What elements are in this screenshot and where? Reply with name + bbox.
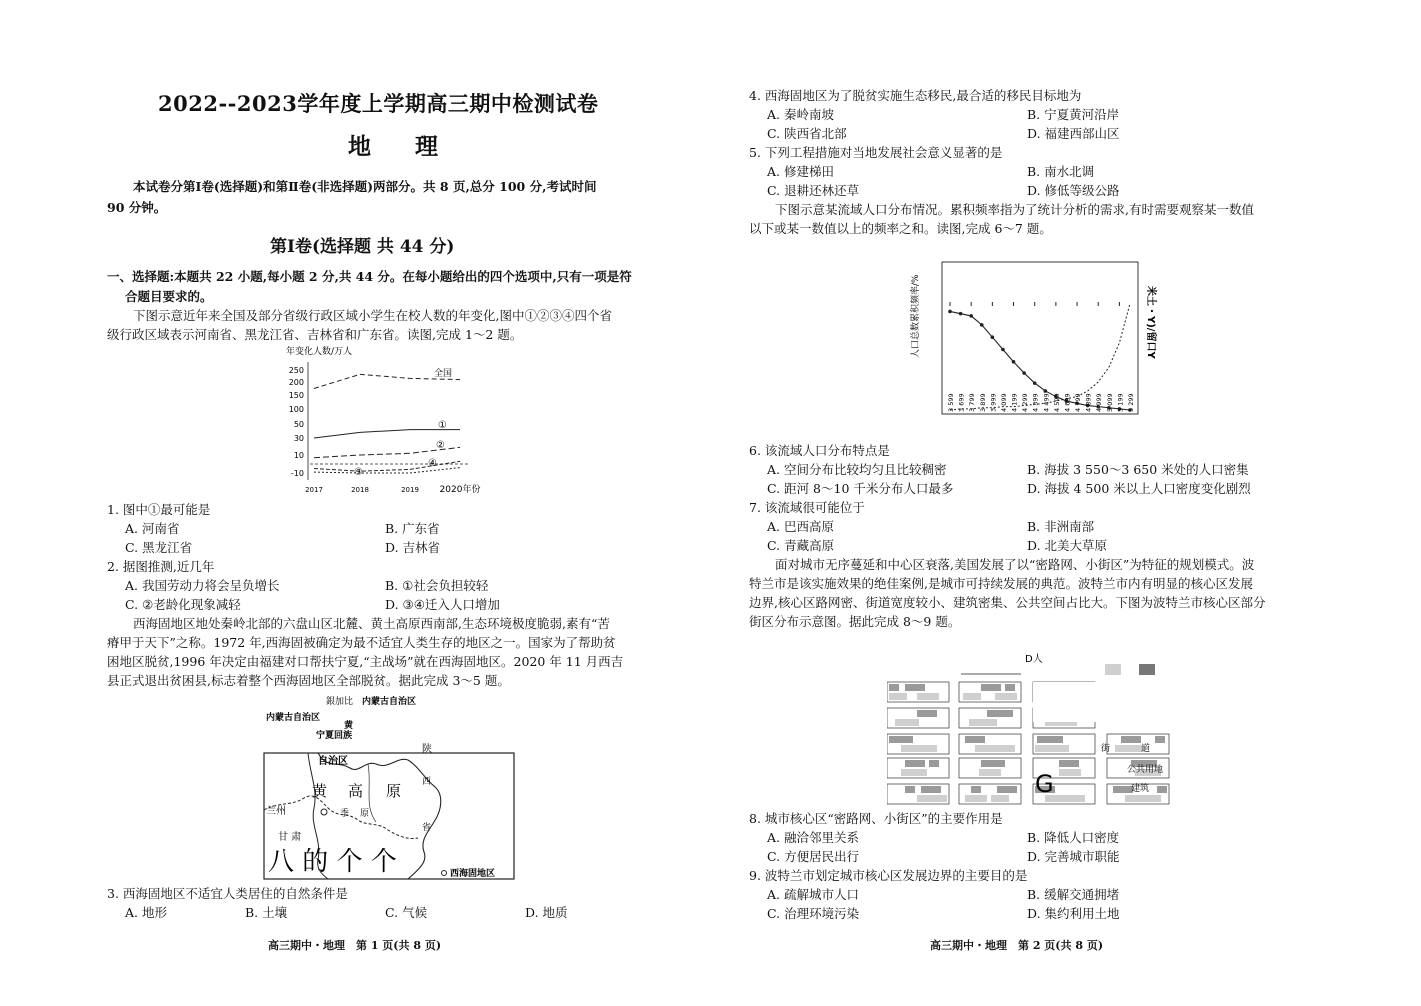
- q6-stem: 6. 该流域人口分布特点是: [749, 443, 890, 458]
- section-title: 第Ⅰ卷(选择题 共 44 分): [270, 237, 455, 257]
- chart1-series-label: ③: [354, 467, 363, 478]
- q5-stem: 5. 下列工程措施对当地发展社会意义显著的是: [749, 145, 1003, 160]
- chart2-point: [1043, 389, 1047, 393]
- city-block: [887, 734, 949, 754]
- q5-option-b[interactable]: B. 南水北调: [1027, 164, 1095, 179]
- passage1-line1: 下图示意近年来全国及部分省级行政区域小学生在校人数的年变化,图中①②③④四个省: [133, 308, 612, 323]
- q1-option-c[interactable]: C. 黑龙江省: [125, 540, 193, 555]
- passage2-line1: 西海固地区地处秦岭北部的六盘山区北麓、黄土高原西南部,生态环境极度脆弱,素有“苦: [133, 616, 610, 631]
- q9-option-c[interactable]: C. 治理环境污染: [767, 906, 860, 921]
- q9-option-d[interactable]: D. 集约利用土地: [1027, 906, 1120, 921]
- chart2-xtick: 4 499: [1042, 393, 1051, 412]
- city-block: [959, 682, 1021, 702]
- chart2-y2label: 米土・Y)/留口Y: [1145, 286, 1156, 359]
- q8-option-c[interactable]: C. 方便居民出行: [767, 849, 860, 864]
- q2-stem: 2. 据图推测,近几年: [107, 559, 215, 574]
- block-label-street: 街: [1101, 744, 1111, 754]
- chart2-xtick: 5 099: [1105, 393, 1114, 412]
- chart2-xtick: 3 899: [978, 393, 987, 412]
- passage4-line4: 街区分布示意图。据此完成 8～9 题。: [749, 614, 961, 629]
- map-label-neimenggu-2: 内蒙古自治区: [266, 713, 321, 723]
- xihaigu-map: [258, 690, 520, 882]
- chart1-axes: [289, 362, 481, 494]
- map-label-neimenggu-1: 内蒙古自治区: [362, 697, 417, 707]
- map-label-shaan: 陕: [422, 744, 432, 755]
- chart1-xtick: 2018: [351, 486, 369, 494]
- chart2-xtick: 4 699: [1063, 393, 1072, 412]
- q6-option-a[interactable]: A. 空间分布比较均匀且比较稠密: [767, 462, 947, 477]
- blank-block-overlay: [1033, 682, 1123, 722]
- map-label-lanzhou: 兰州: [266, 806, 286, 817]
- city-block: [959, 708, 1021, 728]
- q4-option-b[interactable]: B. 宁夏黄河沿岸: [1027, 107, 1120, 122]
- map-label-huang: 黄: [344, 721, 354, 731]
- chart1-ytick: -10: [290, 469, 304, 478]
- passage4-line1: 面对城市无序蔓延和中心区衰落,美国发展了以“密路网、小街区”为特征的规划模式。波: [775, 557, 1255, 572]
- q1-stem: 1. 图中①最可能是: [107, 502, 211, 517]
- q1-option-a[interactable]: A. 河南省: [125, 521, 180, 536]
- chart2-xtick: 5 299: [1127, 393, 1135, 412]
- block-label-g: G: [1035, 770, 1054, 798]
- chart1-ytick: 150: [288, 391, 304, 400]
- q2-option-d[interactable]: D. ③④迁入人口增加: [385, 597, 500, 612]
- chart2-point: [1012, 360, 1016, 364]
- map-city-marker: [321, 809, 327, 815]
- map-overlay-text: 八 的 个 个: [268, 847, 397, 877]
- q3-option-d[interactable]: D. 地质: [525, 905, 568, 920]
- chart1-xtick: 2019: [401, 486, 419, 494]
- city-block: [1033, 734, 1095, 754]
- passage3-line2: 以下或某一数值以上的频率之和。读图,完成 6～7 题。: [749, 221, 1052, 236]
- chart1-labels: [354, 367, 452, 478]
- q4-option-c[interactable]: C. 陕西省北部: [767, 126, 847, 141]
- passage4-line3: 边界,核心区路网密、街道宽度较小、建筑密集、公共空间占比大。下图为波特兰市核心区部分: [749, 595, 1266, 610]
- chart2-xtick: 4 999: [1095, 393, 1104, 412]
- q6-option-d[interactable]: D. 海拔 4 500 米以上人口密度变化剧烈: [1027, 481, 1251, 496]
- map-legend-xihaigu: 西海固地区: [450, 869, 496, 879]
- intro-line1: 本试卷分第Ⅰ卷(选择题)和第Ⅱ卷(非选择题)两部分。共 8 页,总分 100 分,考试时间: [133, 179, 597, 194]
- chart2-point: [969, 314, 973, 318]
- map-label-gao: 高: [348, 782, 364, 800]
- chart2-xtick: 5 199: [1116, 393, 1125, 412]
- map-label-ningxia: 宁夏回族: [316, 731, 353, 741]
- passage1-line2: 级行政区域表示河南省、黑龙江省、吉林省和广东省。读图,完成 1～2 题。: [107, 327, 523, 342]
- q7-option-b[interactable]: B. 非洲南部: [1027, 519, 1095, 534]
- q5-option-a[interactable]: A. 修建梯田: [767, 164, 834, 179]
- chart2-xticks: [947, 393, 1135, 412]
- chart1-ytick: 30: [293, 434, 304, 443]
- chart2-xtick: 3 999: [989, 393, 998, 412]
- q8-option-d[interactable]: D. 完善城市职能: [1027, 849, 1120, 864]
- q7-option-a[interactable]: A. 巴西高原: [767, 519, 834, 534]
- population-frequency-chart: [906, 246, 1181, 432]
- instruction-line2: 合题目要求的。: [125, 289, 213, 304]
- chart1-ytick: 200: [288, 378, 304, 387]
- chart1-ytick: 10: [293, 451, 304, 460]
- chart2-xtick: 3 799: [968, 393, 977, 412]
- q2-option-a[interactable]: A. 我国劳动力将会呈负增长: [125, 578, 280, 593]
- q7-option-c[interactable]: C. 青藏高原: [767, 538, 835, 553]
- block-map-top-label: D人: [1025, 654, 1043, 665]
- chart1-ytick: 50: [293, 420, 304, 429]
- chart2-axes: [942, 262, 1138, 414]
- legend-swatch-public: [1105, 664, 1121, 675]
- city-block: [887, 758, 949, 778]
- chart1-xtick: 2017: [305, 486, 323, 494]
- block-label-dao: 道: [1141, 744, 1151, 754]
- chart2-point: [980, 323, 984, 327]
- chart2-xtick: 4 199: [1010, 393, 1019, 412]
- passage2-line3: 困地区脱贫,1996 年决定由福建对口帮扶宁夏,“主战场”就在西海固地区。2020 年 11 月西吉: [107, 654, 624, 669]
- map-label-zizhiqu: 自治区: [318, 756, 348, 767]
- student-change-chart: [270, 342, 510, 494]
- q4-option-d[interactable]: D. 福建西部山区: [1027, 126, 1120, 141]
- q9-option-a[interactable]: A. 疏解城市人口: [767, 887, 859, 902]
- q5-option-d[interactable]: D. 修低等级公路: [1027, 183, 1120, 198]
- passage2-line2: 瘠甲于天下”之称。1972 年,西海固被确定为最不适宜人类生存的地区之一。国家为了帮助贫: [107, 635, 616, 650]
- q6-option-c[interactable]: C. 距河 8～10 千米分布人口最多: [767, 481, 954, 496]
- q9-option-b[interactable]: B. 缓解交通拥堵: [1027, 887, 1120, 902]
- chart2-point: [1001, 348, 1005, 352]
- chart2-xtick: 4 599: [1052, 393, 1061, 412]
- legend-swatch-building: [1139, 664, 1155, 675]
- map-label-sheng: 省: [422, 823, 432, 833]
- q5-option-c[interactable]: C. 退耕还林还草: [767, 183, 860, 198]
- chart2-xtick: 4 299: [1021, 393, 1030, 412]
- map-label-ji: 季: [340, 809, 350, 819]
- intro-line2: 90 分钟。: [107, 200, 167, 215]
- passage2-line4: 县正式退出贫困县,标志着整个西海固地区全部脱贫。据此完成 3～5 题。: [107, 673, 510, 688]
- page-footer-right: 高三期中・地理 第 2 页(共 8 页): [930, 939, 1104, 952]
- q2-option-c[interactable]: C. ②老龄化现象减轻: [125, 597, 241, 612]
- exam-title: 2022--2023学年度上学期高三期中检测试卷: [158, 91, 599, 116]
- chart1-series-label: ②: [436, 440, 445, 451]
- chart1-series-label: 全国: [434, 369, 453, 379]
- page-footer-left: 高三期中・地理 第 1 页(共 8 页): [268, 939, 442, 952]
- chart1-series-label: ①: [438, 420, 447, 431]
- map-label-yinjiabi: 銀加比: [326, 697, 354, 707]
- chart1-ylabel: 年变化人数/万人: [286, 347, 353, 357]
- map-label-yuan2: 原: [360, 809, 370, 819]
- chart1-xtick: 2020年份: [439, 485, 481, 494]
- map-river: [368, 764, 376, 822]
- block-label-public: 公共用地: [1127, 765, 1164, 775]
- city-block: [1107, 734, 1169, 754]
- q1-option-b[interactable]: B. 广东省: [385, 521, 440, 536]
- chart2-frame: [942, 262, 1138, 414]
- chart1-ytick: 100: [288, 405, 304, 414]
- subject-title: 地 理: [348, 133, 457, 160]
- chart2-xtick: 3 599: [947, 393, 955, 412]
- map-label-huang2: 黄: [312, 782, 328, 800]
- block-label-building: 建筑: [1131, 784, 1150, 794]
- chart2-point: [959, 312, 963, 316]
- chart2-ylabel: 人口总数累积频率/%: [911, 274, 921, 358]
- chart2-xtick: 4 799: [1074, 393, 1083, 412]
- q6-option-b[interactable]: B. 海拔 3 550～3 650 米处的人口密集: [1027, 462, 1249, 477]
- chart2-xtick: 4 399: [1031, 393, 1040, 412]
- q7-stem: 7. 该流域很可能位于: [749, 500, 865, 515]
- q9-stem: 9. 波特兰市划定城市核心区发展边界的主要目的是: [749, 868, 1028, 883]
- q3-option-c[interactable]: C. 气候: [385, 905, 428, 920]
- q3-stem: 3. 西海固地区不适宜人类居住的自然条件是: [107, 886, 348, 901]
- chart2-xtick: 4 099: [999, 393, 1008, 412]
- page-left: [0, 0, 700, 1006]
- chart1-series-label: ④: [428, 458, 437, 469]
- map-legend-marker: [442, 871, 447, 876]
- map-label-xi: 西: [422, 777, 432, 787]
- block-grid: [887, 682, 1169, 804]
- city-block: [887, 708, 949, 728]
- passage4-line2: 特兰市是该实施效果的绝佳案例,是城市可持续发展的典范。波特兰市内有明显的核心区发展: [749, 576, 1253, 591]
- chart2-point: [948, 310, 952, 314]
- page-right: [711, 0, 1411, 1006]
- q2-option-b[interactable]: B. ①社会负担较轻: [385, 578, 489, 593]
- q7-option-d[interactable]: D. 北美大草原: [1027, 538, 1108, 553]
- chart2-point: [1033, 381, 1037, 385]
- q4-option-a[interactable]: A. 秦岭南坡: [767, 107, 834, 122]
- q4-stem: 4. 西海固地区为了脱贫实施生态移民,最合适的移民目标地为: [749, 88, 1082, 103]
- q8-option-b[interactable]: B. 降低人口密度: [1027, 830, 1120, 845]
- q1-option-d[interactable]: D. 吉林省: [385, 540, 441, 555]
- chart2-point: [991, 335, 995, 339]
- city-block: [887, 682, 949, 702]
- instruction-line1: 一、选择题:本题共 22 小题,每小题 2 分,共 44 分。在每小题给出的四个选项中,只有一项是符: [107, 269, 632, 284]
- portland-block-map: [887, 646, 1177, 806]
- q8-option-a[interactable]: A. 融洽邻里关系: [767, 830, 859, 845]
- passage3-line1: 下图示意某流域人口分布情况。累积频率指为了统计分析的需求,有时需要观察某一数值: [775, 202, 1254, 217]
- city-block: [959, 784, 1021, 804]
- city-block: [959, 758, 1021, 778]
- chart1-ytick: 250: [288, 366, 304, 375]
- chart2-xtick: 3 699: [957, 393, 966, 412]
- chart2-point: [1022, 371, 1026, 375]
- city-block: [959, 734, 1021, 754]
- q8-stem: 8. 城市核心区“密路网、小街区”的主要作用是: [749, 811, 1003, 826]
- q3-option-b[interactable]: B. 土壤: [245, 905, 288, 920]
- chart2-xtick: 4 899: [1084, 393, 1093, 412]
- city-block: [887, 784, 949, 804]
- map-label-yuan: 原: [386, 782, 402, 800]
- q3-option-a[interactable]: A. 地形: [125, 905, 167, 920]
- map-label-gansu: 甘 肃: [278, 832, 302, 843]
